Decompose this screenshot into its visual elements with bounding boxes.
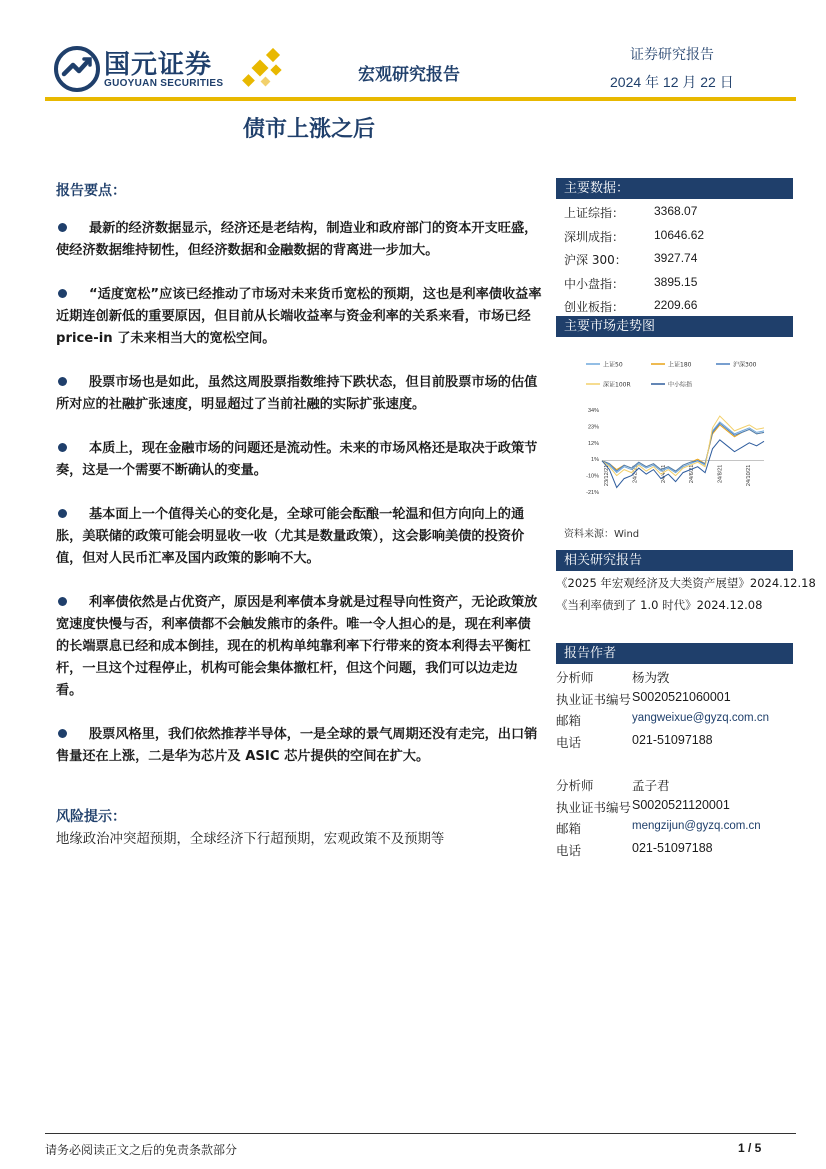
report-kind: 宏观研究报告: [358, 65, 460, 85]
chart-source: 资料来源：Wind: [564, 529, 640, 540]
legend-label: 沪深300: [733, 361, 757, 369]
market-data-row: [556, 271, 793, 295]
summary-bullet-text: 本质上，现在金融市场的问题还是流动性。未来的市场风格还是取决于政策节奏，这是一个需要不断确认的变量。: [56, 441, 538, 478]
market-data-row: [556, 294, 793, 318]
legend-label: 深证100R: [603, 381, 631, 389]
author-email-label: 邮箱: [556, 713, 582, 728]
y-tick-label: 23%: [587, 424, 599, 431]
author-row: [556, 817, 796, 839]
author-row: [556, 839, 796, 861]
x-tick-label: 24/4/21: [660, 464, 667, 484]
y-tick-label: 34%: [587, 408, 599, 414]
bullet-dot-icon: [58, 377, 67, 386]
x-tick-label: 24/8/21: [717, 464, 724, 484]
logo-cn-text: 国元证券: [104, 50, 213, 80]
market-index-label: 上证综指：: [564, 206, 625, 220]
main-data-title: 主要数据：: [556, 178, 793, 199]
author-spacer: [556, 752, 796, 774]
market-index-value: 3927.74: [654, 251, 698, 265]
research-item[interactable]: 《2025 年宏观经济及大类资产展望》2024.12.18: [556, 576, 816, 590]
author-cert: S0020521060001: [632, 689, 731, 704]
market-index-label: 中小盘指：: [564, 276, 625, 291]
bullet-dot-icon: [58, 597, 67, 606]
author-email-link[interactable]: yangweixue@gyzq.com.cn: [632, 712, 769, 724]
summary-bullet-text: 股票风格里，我们依然推荐半导体，一是全球的景气周期还没有走完，出口销售量还在上涨，二是华为芯片及 ASIC 芯片提供的空间在扩大。: [56, 727, 538, 764]
research-title: 相关研究报告: [556, 550, 793, 571]
related-research-list: [556, 572, 816, 616]
market-data-row: [556, 247, 793, 271]
market-index-value: 3368.07: [654, 204, 698, 218]
market-data-row: [556, 200, 793, 224]
page-title: 债市上涨之后: [243, 117, 376, 142]
y-tick-label: 1%: [591, 457, 599, 464]
x-tick-label: 24/6/21: [689, 464, 696, 484]
report-type: 证券研究报告: [630, 47, 714, 63]
summary-bullet: [56, 504, 542, 570]
series-line: [602, 440, 764, 488]
market-index-value: 2209.66: [654, 298, 698, 312]
page-number: 1 / 5: [738, 1141, 762, 1155]
author-phone: 021-51097188: [632, 840, 713, 855]
chart-title: 主要市场走势图: [556, 316, 793, 337]
author-role-label: 分析师: [556, 670, 594, 685]
summary-bullet-text: 最新的经济数据显示，经济还是老结构，制造业和政府部门的资本开支旺盛，使经济数据维持韧性，但经济数据和金融数据的背离进一步加大。: [56, 221, 538, 258]
author-row: [556, 774, 796, 796]
summary-bullet: [56, 592, 542, 702]
author-name: 杨为敩: [632, 671, 670, 685]
authors-title: 报告作者: [556, 643, 793, 664]
y-tick-label: -21%: [586, 490, 599, 496]
summary-bullet: [56, 372, 542, 416]
author-email-link[interactable]: mengzijun@gyzq.com.cn: [632, 820, 761, 832]
logo-mark-icon: [54, 46, 100, 92]
summary-bullet-text: 基本面上一个值得关心的变化是，全球可能会酝酿一轮温和但方向向上的通胀，美联储的政策可能会明显收一收（尤其是数量政策），这会影响美债的投资价值，但对人民币汇率及国内政策的影响不大。: [56, 507, 525, 566]
summary-bullet: [56, 724, 542, 768]
author-cert-label: 执业证书编号: [556, 691, 632, 707]
author-row: [556, 688, 796, 710]
risk-text: 地缘政治冲突超预期，全球经济下行超预期，宏观政策不及预期等: [56, 832, 445, 847]
research-item[interactable]: 《当利率债到了 1.0 时代》2024.12.08: [556, 598, 763, 612]
author-row: [556, 731, 796, 753]
author-role-label: 分析师: [556, 778, 594, 793]
summary-heading: 报告要点：: [56, 183, 126, 199]
company-logo: [54, 44, 284, 96]
market-index-label: 深圳成指：: [564, 229, 625, 244]
author-row: [556, 666, 796, 688]
summary-bullets: [56, 218, 542, 790]
market-index-label: 创业板指：: [564, 300, 625, 314]
market-data-row: [556, 224, 793, 248]
author-cert-label: 执业证书编号: [556, 799, 632, 815]
y-tick-label: -10%: [586, 473, 599, 480]
bullet-dot-icon: [58, 729, 67, 738]
bullet-dot-icon: [58, 223, 67, 232]
y-tick-label: 12%: [587, 440, 599, 447]
market-trend-chart: [556, 340, 793, 520]
summary-bullet-text: “适度宽松”应该已经推动了市场对未来货币宽松的预期，这也是利率债收益率近期连创新低的重要原因，但目前从长端收益率与资金利率的关系来看，市场已经 price-in 了未来相当大的宽松空间。: [56, 287, 542, 346]
legend-label: 上证180: [668, 361, 692, 369]
market-index-label: 沪深 300：: [564, 253, 627, 267]
legend-label: 中小综指: [668, 381, 693, 389]
summary-bullet: [56, 284, 542, 350]
bullet-dot-icon: [58, 509, 67, 518]
summary-bullet-text: 利率债依然是占优资产，原因是利率债本身就是过程导向性资产，无论政策放宽速度快慢与否，利率债都不会触发熊市的条件。唯一令人担心的是，现在利率债的长端票息已经和成本倒挂，现在的机构单纯靠利率下行带来的资本利得去平衡杠杆，一旦这个过程停止，机构可能会集体撤杠杆，但这个问题，我们可以边走边看。: [56, 595, 538, 698]
author-cert: S0020521120001: [632, 797, 730, 812]
market-index-value: 3895.15: [654, 274, 698, 289]
bullet-dot-icon: [58, 443, 67, 452]
author-row: [556, 796, 796, 818]
author-name: 孟子君: [632, 779, 670, 793]
bullet-dot-icon: [58, 289, 67, 298]
summary-bullet: [56, 218, 542, 262]
author-phone-label: 电话: [556, 734, 582, 750]
footer-divider: [45, 1133, 796, 1134]
x-tick-label: 23/12/21: [604, 464, 610, 487]
report-date: 2024 年 12 月 22 日: [610, 74, 734, 90]
summary-bullet: [56, 438, 542, 482]
summary-bullet-text: 股票市场也是如此，虽然这周股票指数维持下跌状态，但目前股票市场的估值所对应的社融扩张速度，明显超过了当前社融的实际扩张速度。: [56, 375, 538, 412]
authors-block: [556, 666, 796, 860]
author-row: [556, 709, 796, 731]
logo-diamond-icon: [240, 48, 290, 92]
author-email-label: 邮箱: [556, 821, 582, 836]
market-index-value: 10646.62: [654, 227, 705, 242]
x-tick-label: 24/2/21: [632, 464, 639, 484]
x-tick-label: 24/10/21: [746, 464, 752, 487]
series-line: [602, 423, 764, 471]
risk-heading: 风险提示：: [56, 809, 126, 825]
header-divider: [45, 97, 796, 101]
author-phone-label: 电话: [556, 842, 582, 858]
footer-disclaimer: 请务必阅读正文之后的免责条款部分: [45, 1143, 238, 1157]
author-phone: 021-51097188: [632, 732, 713, 747]
legend-label: 上证50: [603, 361, 623, 369]
market-data-table: [556, 200, 793, 318]
logo-en-text: GUOYUAN SECURITIES: [104, 78, 224, 89]
chart-svg: [556, 340, 793, 520]
